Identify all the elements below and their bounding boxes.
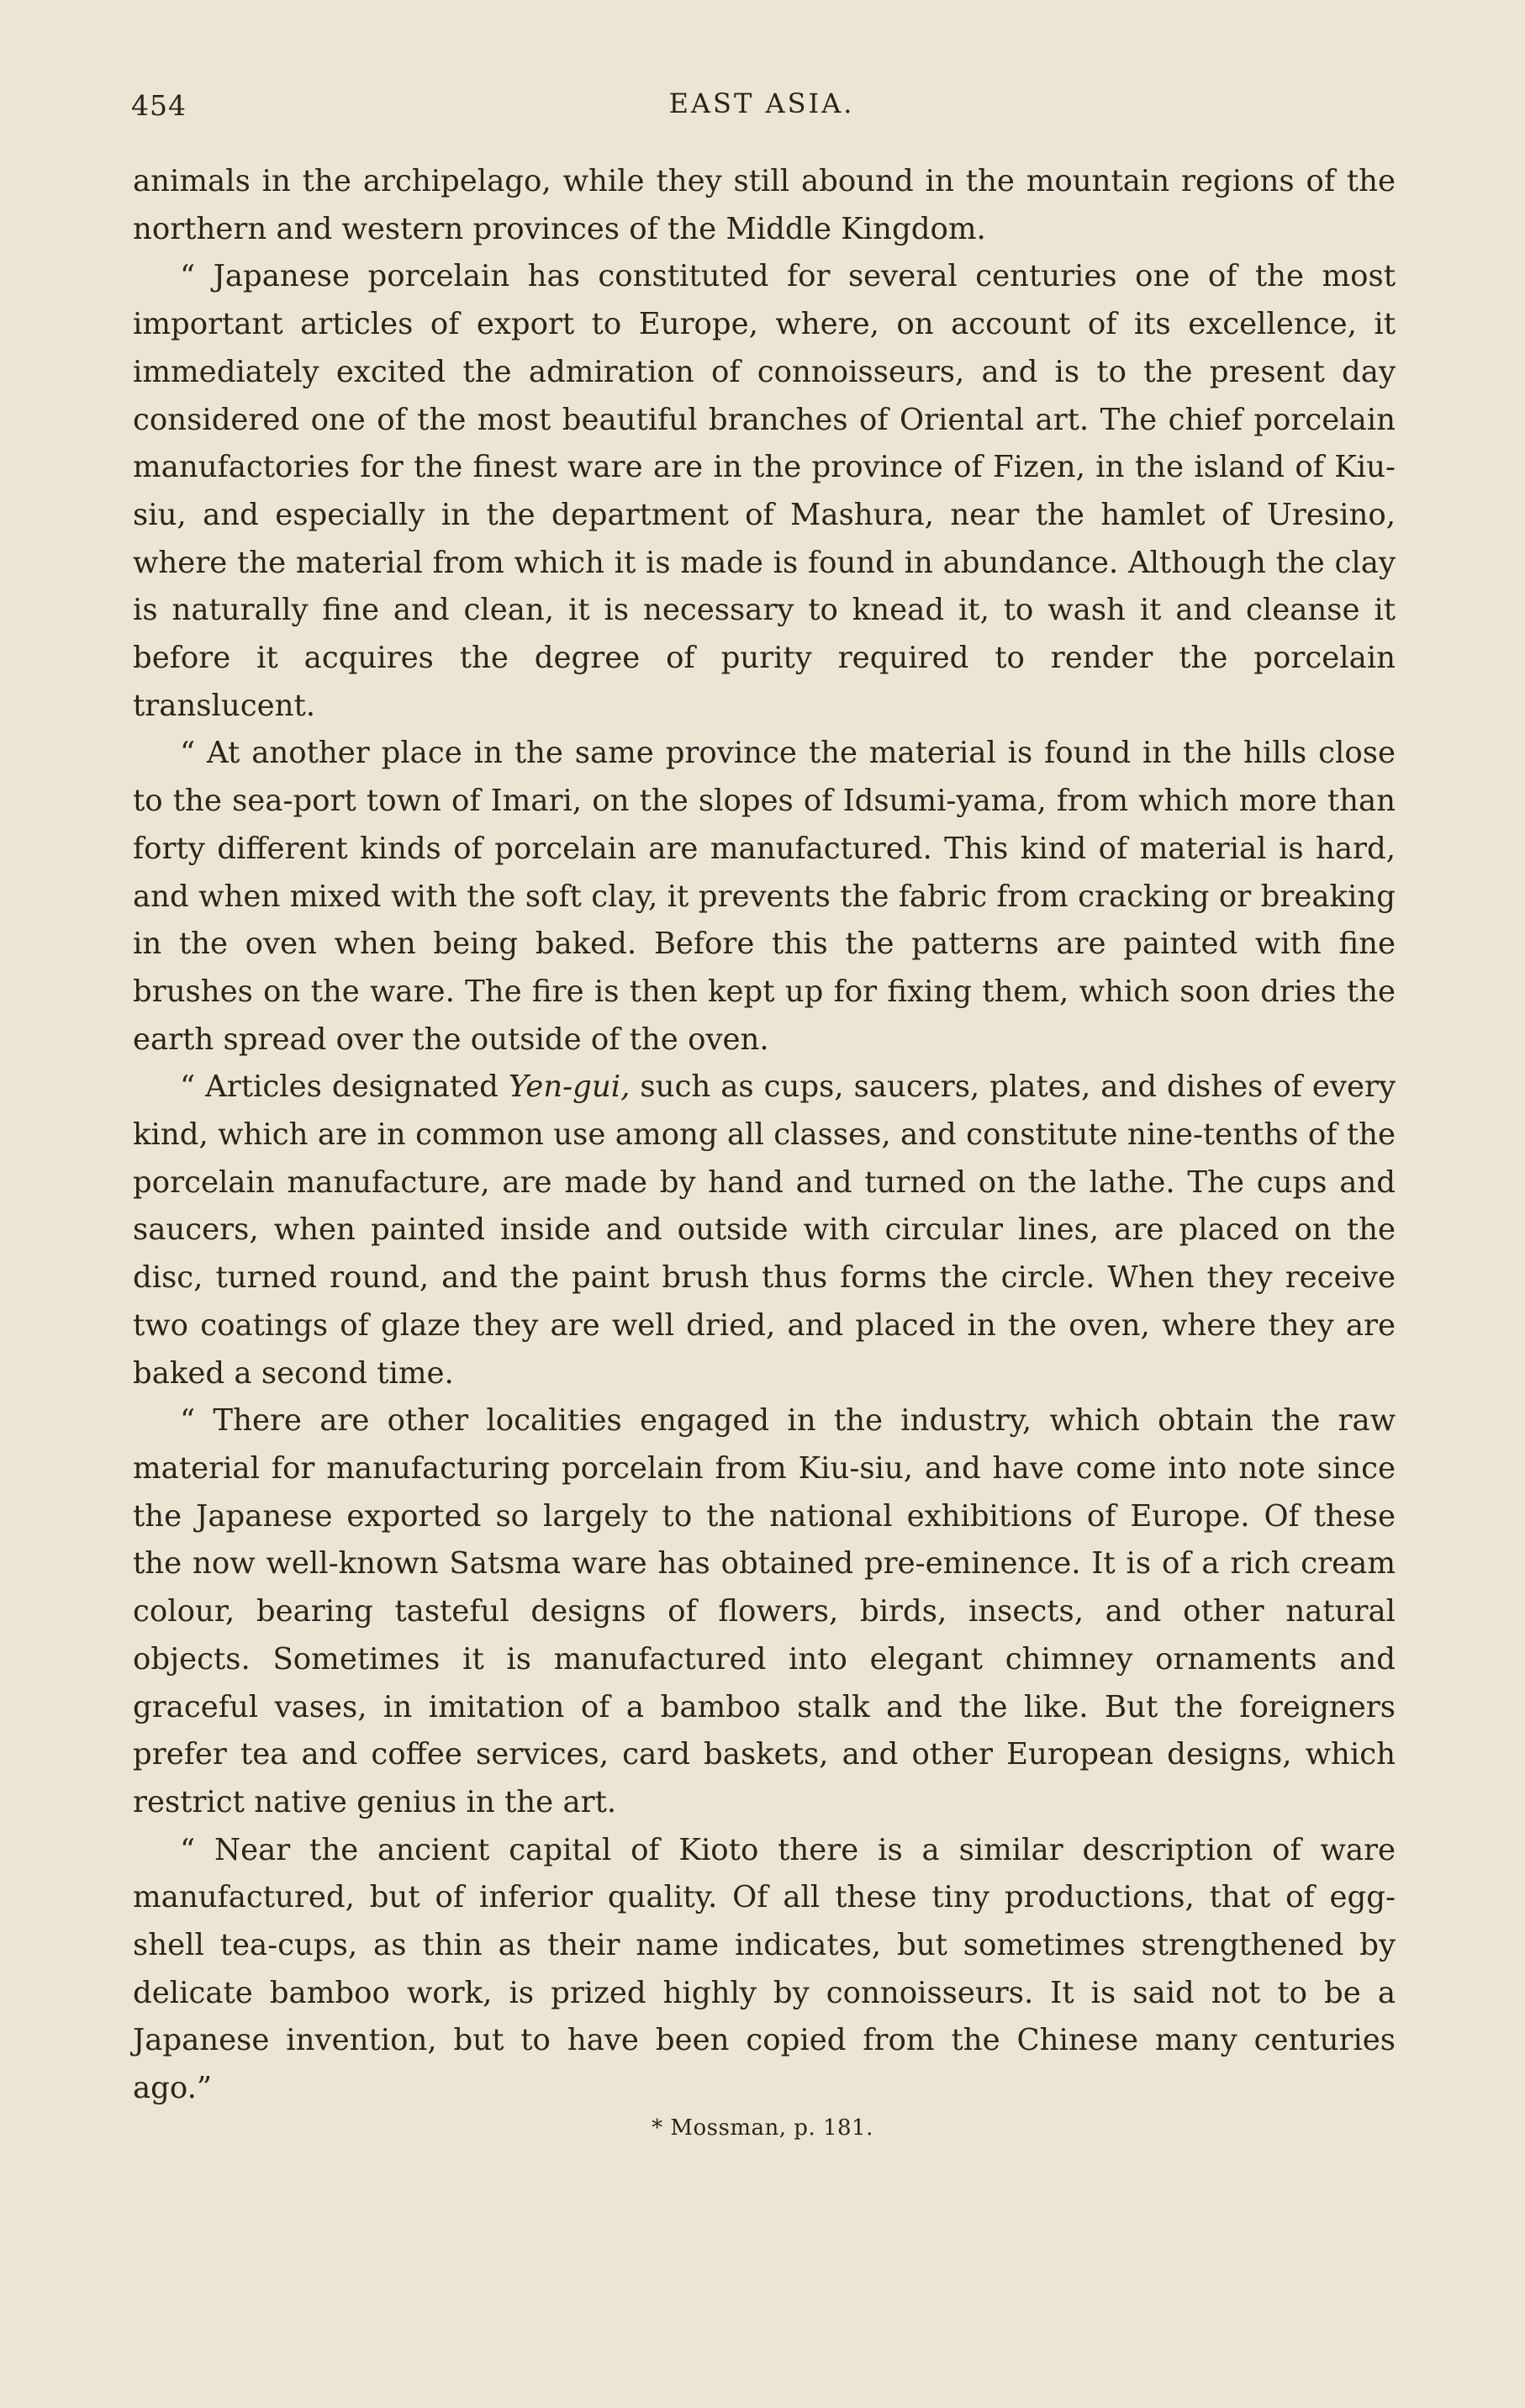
- paragraph-yen-gui-lead: “ Articles designated: [180, 1069, 509, 1105]
- page-number: 454: [131, 89, 187, 122]
- body-text: [133, 158, 1396, 2113]
- running-head: [131, 82, 1392, 133]
- paragraph-yen-gui: [133, 1064, 1396, 1397]
- paragraph-yen-gui-rest: such as cups, saucers, plates, and dishes of every kind, which are in common use among all classes, and constitute nine-tenths of the porcelain manufacture, are made by hand and turned on the lathe. The cups and saucers, when painted inside and outside with circular lines, are placed on the disc, turned round, and the paint brush thus forms the circle. When they receive two coatings of glaze they are well dried, and placed in the oven, where they are baked a second time.: [133, 1069, 1396, 1391]
- paragraph-imari: “ At another place in the same province the material is found in the hills close to the sea-port town of Imari, on the slopes of Idsumi-yama, from which more than forty different kinds of porcelain are manufactured. This kind of material is hard, and when mixed with the soft clay, it prevents the fabric from cracking or breaking in the oven when being baked. Before this the patterns are painted with fine brushes on the ware. The fire is then kept up for fixing them, which soon dries the earth spread over the outside of the oven.: [133, 736, 1396, 1057]
- paragraph-japanese-porcelain: “ Japanese porcelain has constituted for several centuries one of the most important articles of export to Europe, where, on account of its excellence, it immediately excited the admiration of connoisseurs, and is to the present day considered one of the most beautiful branches of Oriental art. The chief porcelain manufactories for the finest ware are in the province of Fizen, in the island of Kiu-siu, and especially in the department of Mashura, near the hamlet of Uresino, where the material from which it is made is found in abundance. Although the clay is naturally fine and clean, it is necessary to knead it, to wash it and cleanse it before it acquires the degree of purity required to render the porcelain translucent.: [133, 259, 1396, 723]
- paragraph-continuation: animals in the archipelago, while they still abound in the mountain regions of the northern and western provinces of the Middle Kingdom.: [133, 164, 1396, 246]
- paragraph-kioto: “ Near the ancient capital of Kioto there is a similar description of ware manufactured, but of inferior quality. Of all these tiny productions, that of egg-shell tea-cups, as thin as their name indicates, but sometimes strengthened by delicate bamboo work, is prized highly by connoisseurs. It is said not to be a Japanese invention, but to have been copied from the Chinese many centuries ago.”: [133, 1832, 1396, 2106]
- running-title: EAST ASIA.: [668, 87, 855, 119]
- term-yen-gui: Yen-gui,: [508, 1069, 631, 1105]
- footnote: * Mossman, p. 181.: [652, 2115, 873, 2141]
- paragraph-satsma: “ There are other localities engaged in the industry, which obtain the raw material for manufacturing porcelain from Kiu-siu, and have come into note since the Japanese exported so largely to the national exhibitions of Europe. Of these the now well-known Satsma ware has obtained pre-eminence. It is of a rich cream colour, bearing tasteful designs of flowers, birds, insects, and other natural objects. Sometimes it is manufactured into elegant chimney ornaments and graceful vases, in imitation of a bamboo stalk and the like. But the foreigners prefer tea and coffee services, card baskets, and other European designs, which restrict native genius in the art.: [133, 1403, 1396, 1819]
